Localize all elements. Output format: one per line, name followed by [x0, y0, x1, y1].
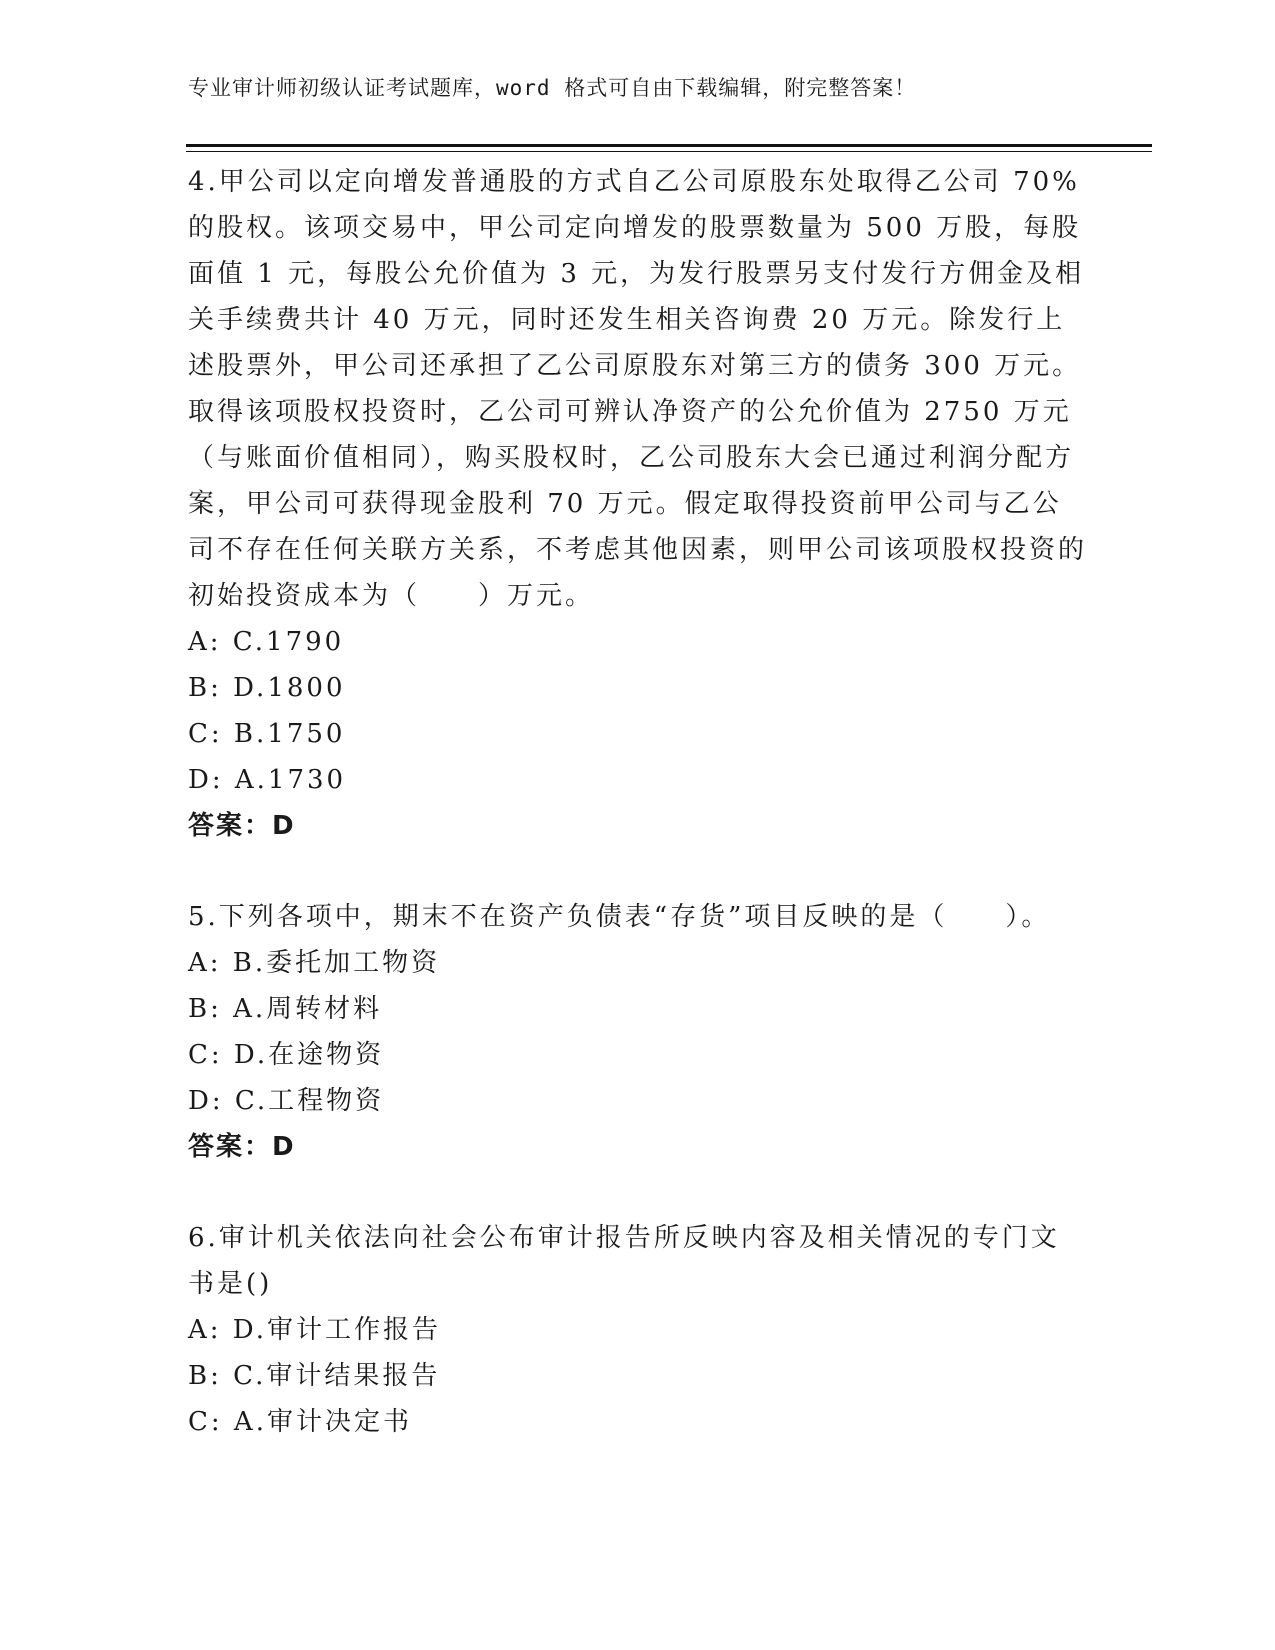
answer-label: 答案：D [188, 1132, 296, 1162]
option-c: C: B.1750 [188, 719, 346, 749]
question-text: 4.甲公司以定向增发普通股的方式自乙公司原股东处取得乙公司 70%的股权。该项交易中，甲公司定向增发的股票数量为 500 万股，每股面值 1 元，每股公允价值为 3 元，为发行股票另支付发行方佣金及相关手续费共计 40 万元，同时还发生相关咨询费 20 万元。除发行上述股票外，甲公司还承担了乙公司原股东对第三方的债务 300 万元。取得该项股权投资时，乙公司可辨认净资产的公允价值为 2750 万元（与账面价值相同），购买股权时，乙公司股东大会已通过利润分配方案，甲公司可获得现金股利 70 万元。假定取得投资前甲公司与乙公司不存在任何关联方关系，不考虑其他因素，则甲公司该项股权投资的初始投资成本为（ ）万元。 [188, 167, 1088, 611]
option-c: C: A.审计决定书 [188, 1407, 412, 1437]
answer-label: 答案：D [188, 811, 296, 841]
question-list [188, 159, 1088, 1490]
option-b: B: A.周转材料 [188, 994, 383, 1024]
option-d: D: C.工程物资 [188, 1086, 385, 1116]
question-text: 5.下列各项中，期末不在资产负债表“存货”项目反映的是（ ）。 [188, 902, 1051, 932]
question-block-5 [188, 894, 1088, 1170]
option-b: B: C.审计结果报告 [188, 1361, 441, 1391]
header-note: 专业审计师初级认证考试题库，word 格式可自由下载编辑，附完整答案！ [188, 76, 917, 100]
header-rule-thick [186, 144, 1152, 147]
question-text: 6.审计机关依法向社会公布审计报告所反映内容及相关情况的专门文书是() [188, 1223, 1060, 1299]
option-b: B: D.1800 [188, 673, 346, 703]
option-c: C: D.在途物资 [188, 1040, 385, 1070]
question-block-4 [188, 159, 1088, 849]
header-rule-thin [186, 151, 1152, 152]
question-block-6 [188, 1215, 1088, 1445]
option-d: D: A.1730 [188, 765, 347, 795]
option-a: A: B.委托加工物资 [188, 948, 441, 978]
option-a: A: D.审计工作报告 [188, 1315, 441, 1345]
option-a: A: C.1790 [188, 627, 345, 657]
